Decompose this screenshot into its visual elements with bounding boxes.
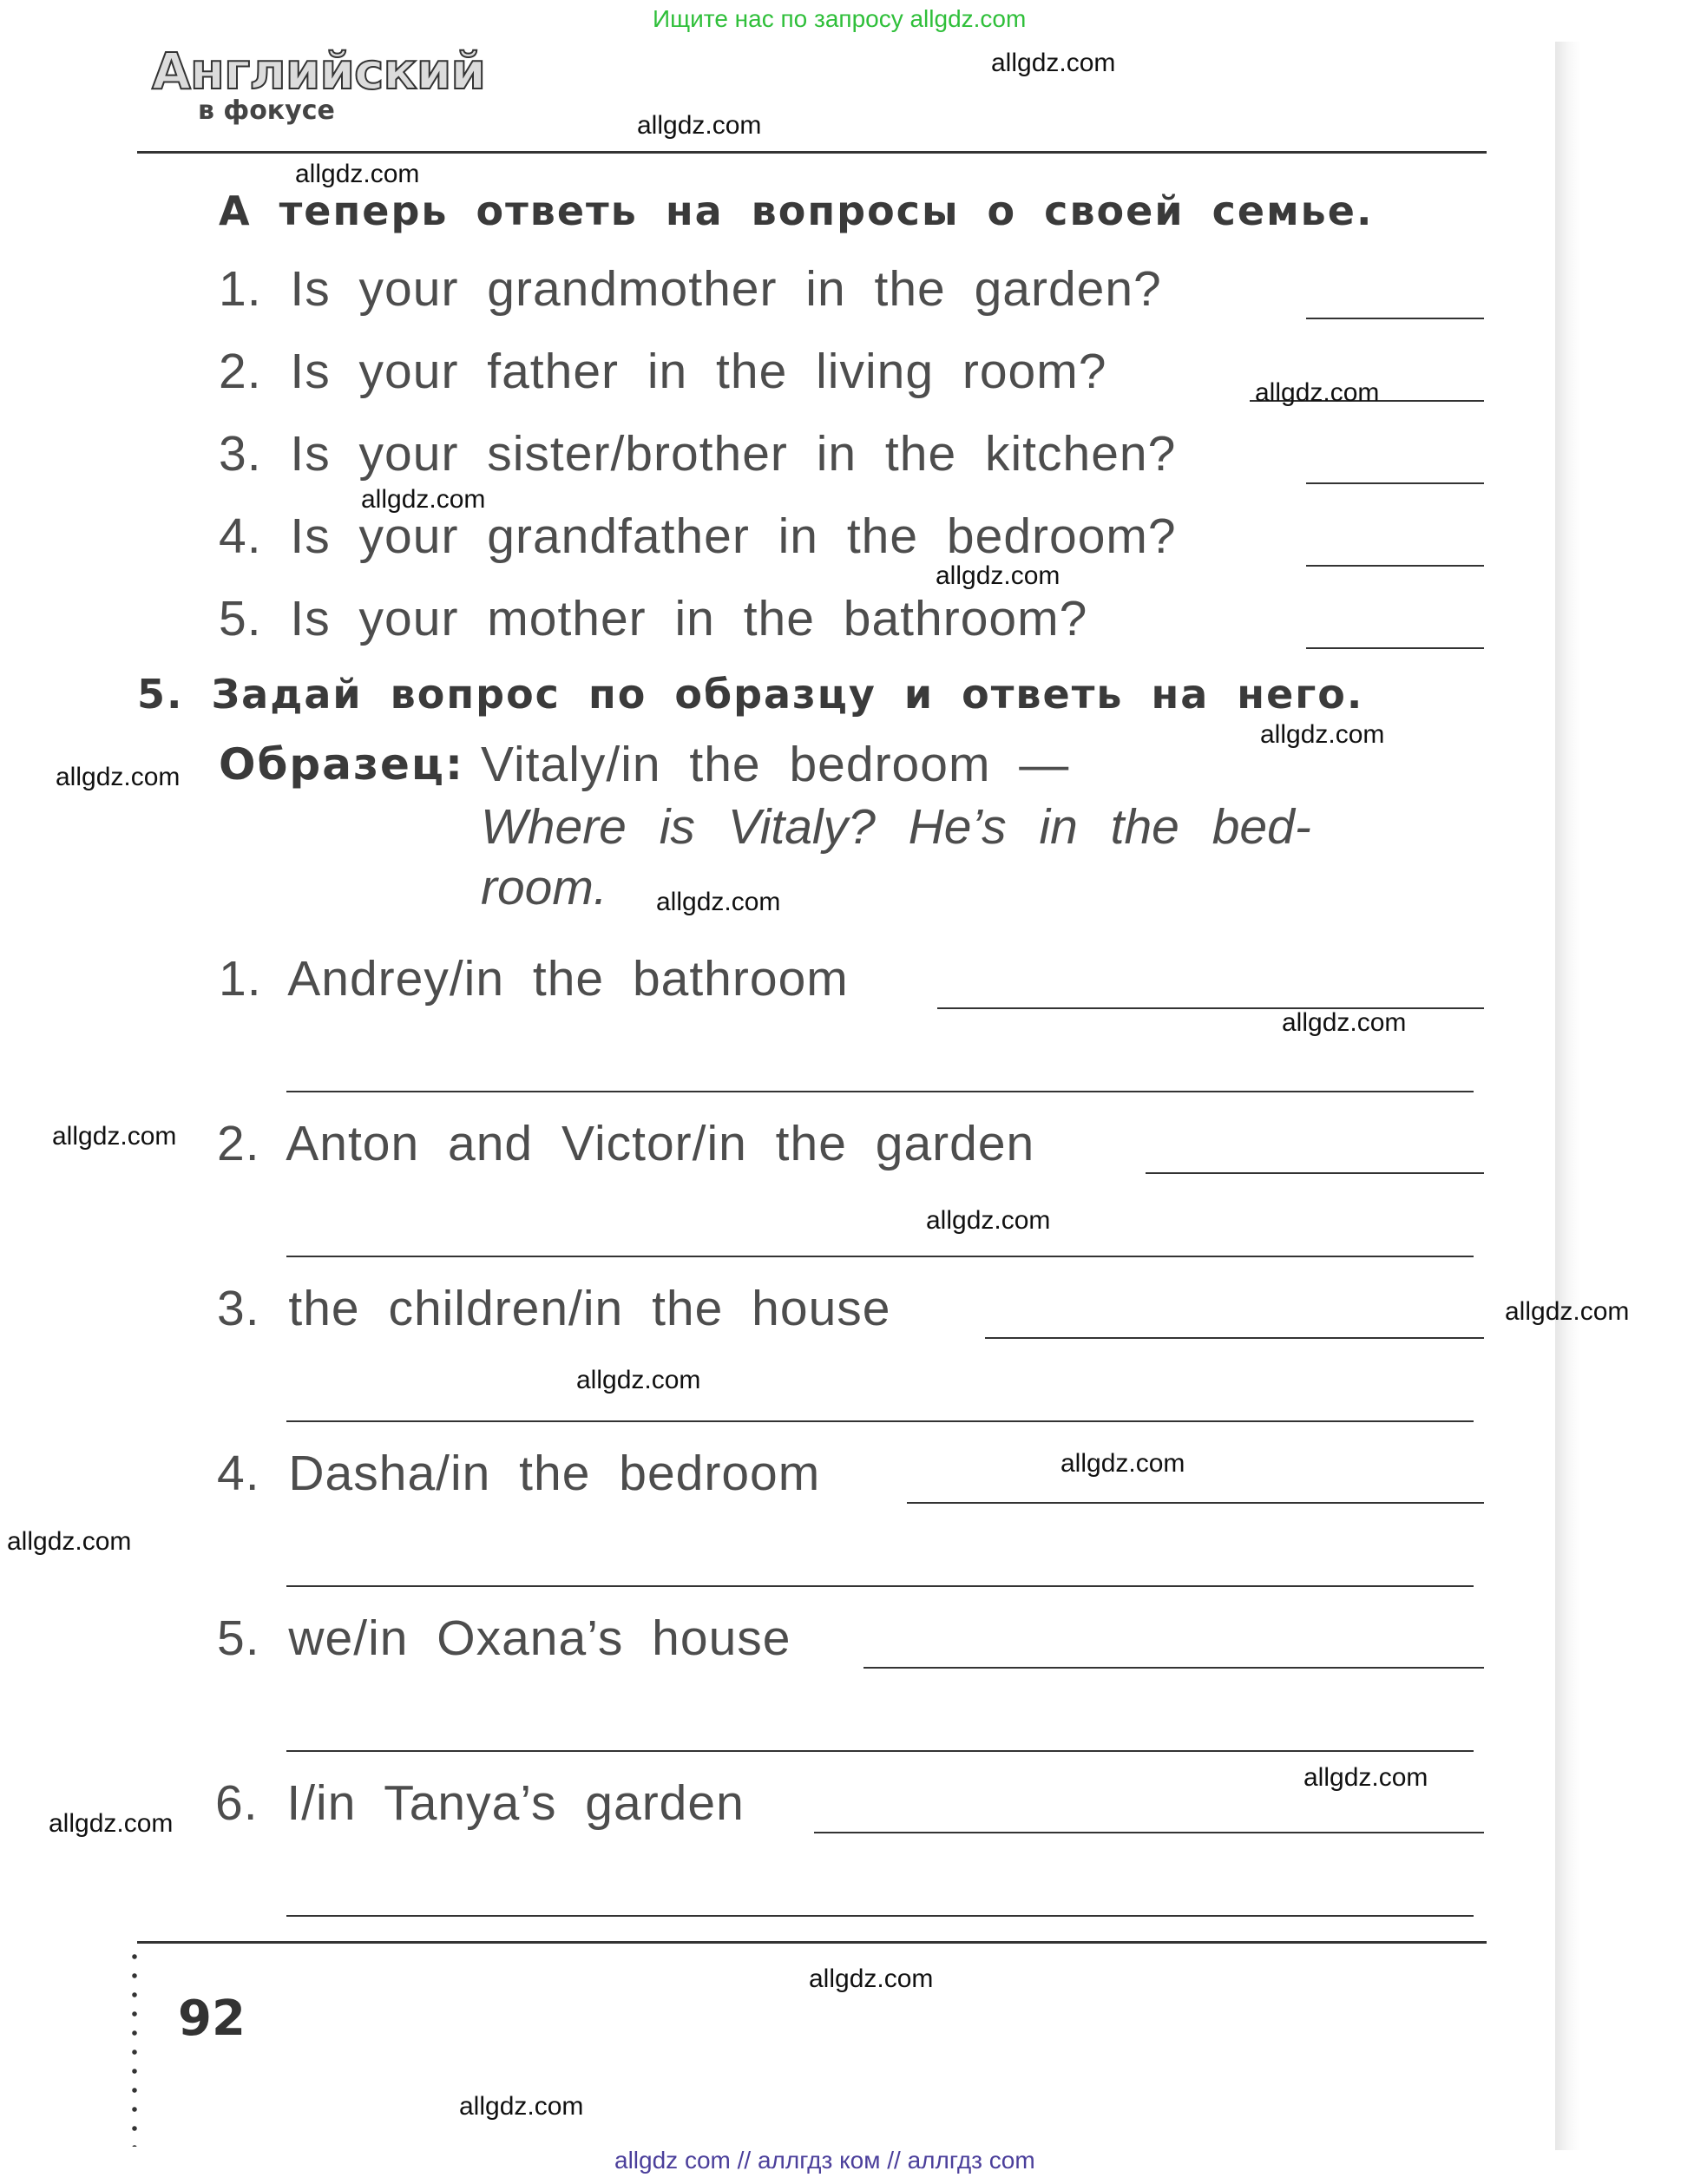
exercise-item-4: 4. Dasha/in the bedroom [217, 1446, 821, 1501]
watermark: allgdz.com [361, 485, 486, 514]
watermark: allgdz.com [1060, 1449, 1185, 1478]
family-question-3: 3. Is your sister/brother in the kitchen? [219, 426, 1177, 482]
answer-line[interactable] [985, 1337, 1484, 1339]
watermark: allgdz.com [1303, 1763, 1428, 1792]
book-logo-subtitle: в фокусе [198, 95, 335, 126]
answer-line[interactable] [1306, 482, 1484, 484]
watermark: allgdz.com [1255, 378, 1380, 407]
watermark: allgdz.com [991, 49, 1116, 77]
footer-rule [137, 1941, 1487, 1944]
exercise-item-3: 3. the children/in the house [217, 1281, 891, 1336]
answer-line[interactable] [907, 1502, 1484, 1504]
watermark: allgdz.com [7, 1527, 132, 1556]
watermark: allgdz.com [52, 1122, 177, 1151]
footer-links[interactable]: allgdz com // аллгдз ком // аллгдз com [614, 2147, 1035, 2174]
answer-line[interactable] [814, 1832, 1484, 1833]
answer-line[interactable] [1146, 1172, 1484, 1174]
watermark: allgdz.com [936, 561, 1060, 590]
sample-label: Образец: [219, 739, 464, 790]
answer-line[interactable] [1306, 318, 1484, 319]
answer-line[interactable] [286, 1091, 1474, 1092]
exercise-item-2: 2. Anton and Victor/in the garden [217, 1116, 1035, 1171]
family-question-4: 4. Is your grandfather in the bedroom? [219, 508, 1177, 564]
family-question-2: 2. Is your father in the living room? [219, 344, 1107, 399]
watermark: allgdz.com [637, 111, 762, 140]
exercise-item-5: 5. we/in Oxana’s house [217, 1610, 791, 1666]
sample-answer-line-1: Where is Vitaly? He’s in the bed- [481, 799, 1311, 855]
watermark: allgdz.com [459, 2092, 584, 2121]
watermark: allgdz.com [1505, 1297, 1630, 1326]
family-question-5: 5. Is your mother in the bathroom? [219, 591, 1088, 646]
answer-line[interactable] [1306, 565, 1484, 567]
sample-prompt: Vitaly/in the bedroom — [481, 737, 1070, 792]
header-rule [137, 151, 1487, 154]
paper-edge-shadow [1555, 42, 1581, 2150]
page-number: 92 [178, 1991, 246, 2047]
exercise-5-heading: 5. Задай вопрос по образцу и ответь на него. [137, 671, 1364, 718]
book-logo-title: Английский [152, 42, 486, 101]
watermark: allgdz.com [1260, 720, 1385, 749]
dotted-margin-line [132, 1947, 137, 2147]
sample-answer-line-2: room. [481, 860, 607, 915]
watermark: allgdz.com [926, 1206, 1051, 1235]
watermark: allgdz.com [49, 1809, 174, 1838]
top-notice[interactable]: Ищите нас по запросу allgdz.com [653, 5, 1027, 32]
answer-line[interactable] [286, 1585, 1474, 1587]
family-question-1: 1. Is your grandmother in the garden? [219, 261, 1162, 317]
family-section-heading: А теперь ответь на вопросы о своей семье. [219, 187, 1374, 234]
answer-line[interactable] [286, 1420, 1474, 1422]
exercise-item-1: 1. Andrey/in the bathroom [219, 951, 849, 1007]
watermark: allgdz.com [656, 888, 781, 916]
answer-line[interactable] [286, 1256, 1474, 1257]
watermark: allgdz.com [809, 1964, 934, 1993]
answer-line[interactable] [286, 1750, 1474, 1752]
watermark: allgdz.com [576, 1366, 701, 1394]
exercise-item-6: 6. I/in Tanya’s garden [215, 1775, 745, 1831]
answer-line[interactable] [1306, 647, 1484, 649]
answer-line[interactable] [863, 1667, 1484, 1669]
watermark: allgdz.com [295, 160, 420, 188]
watermark: allgdz.com [1282, 1008, 1407, 1037]
watermark: allgdz.com [56, 763, 181, 791]
answer-line[interactable] [286, 1915, 1474, 1917]
